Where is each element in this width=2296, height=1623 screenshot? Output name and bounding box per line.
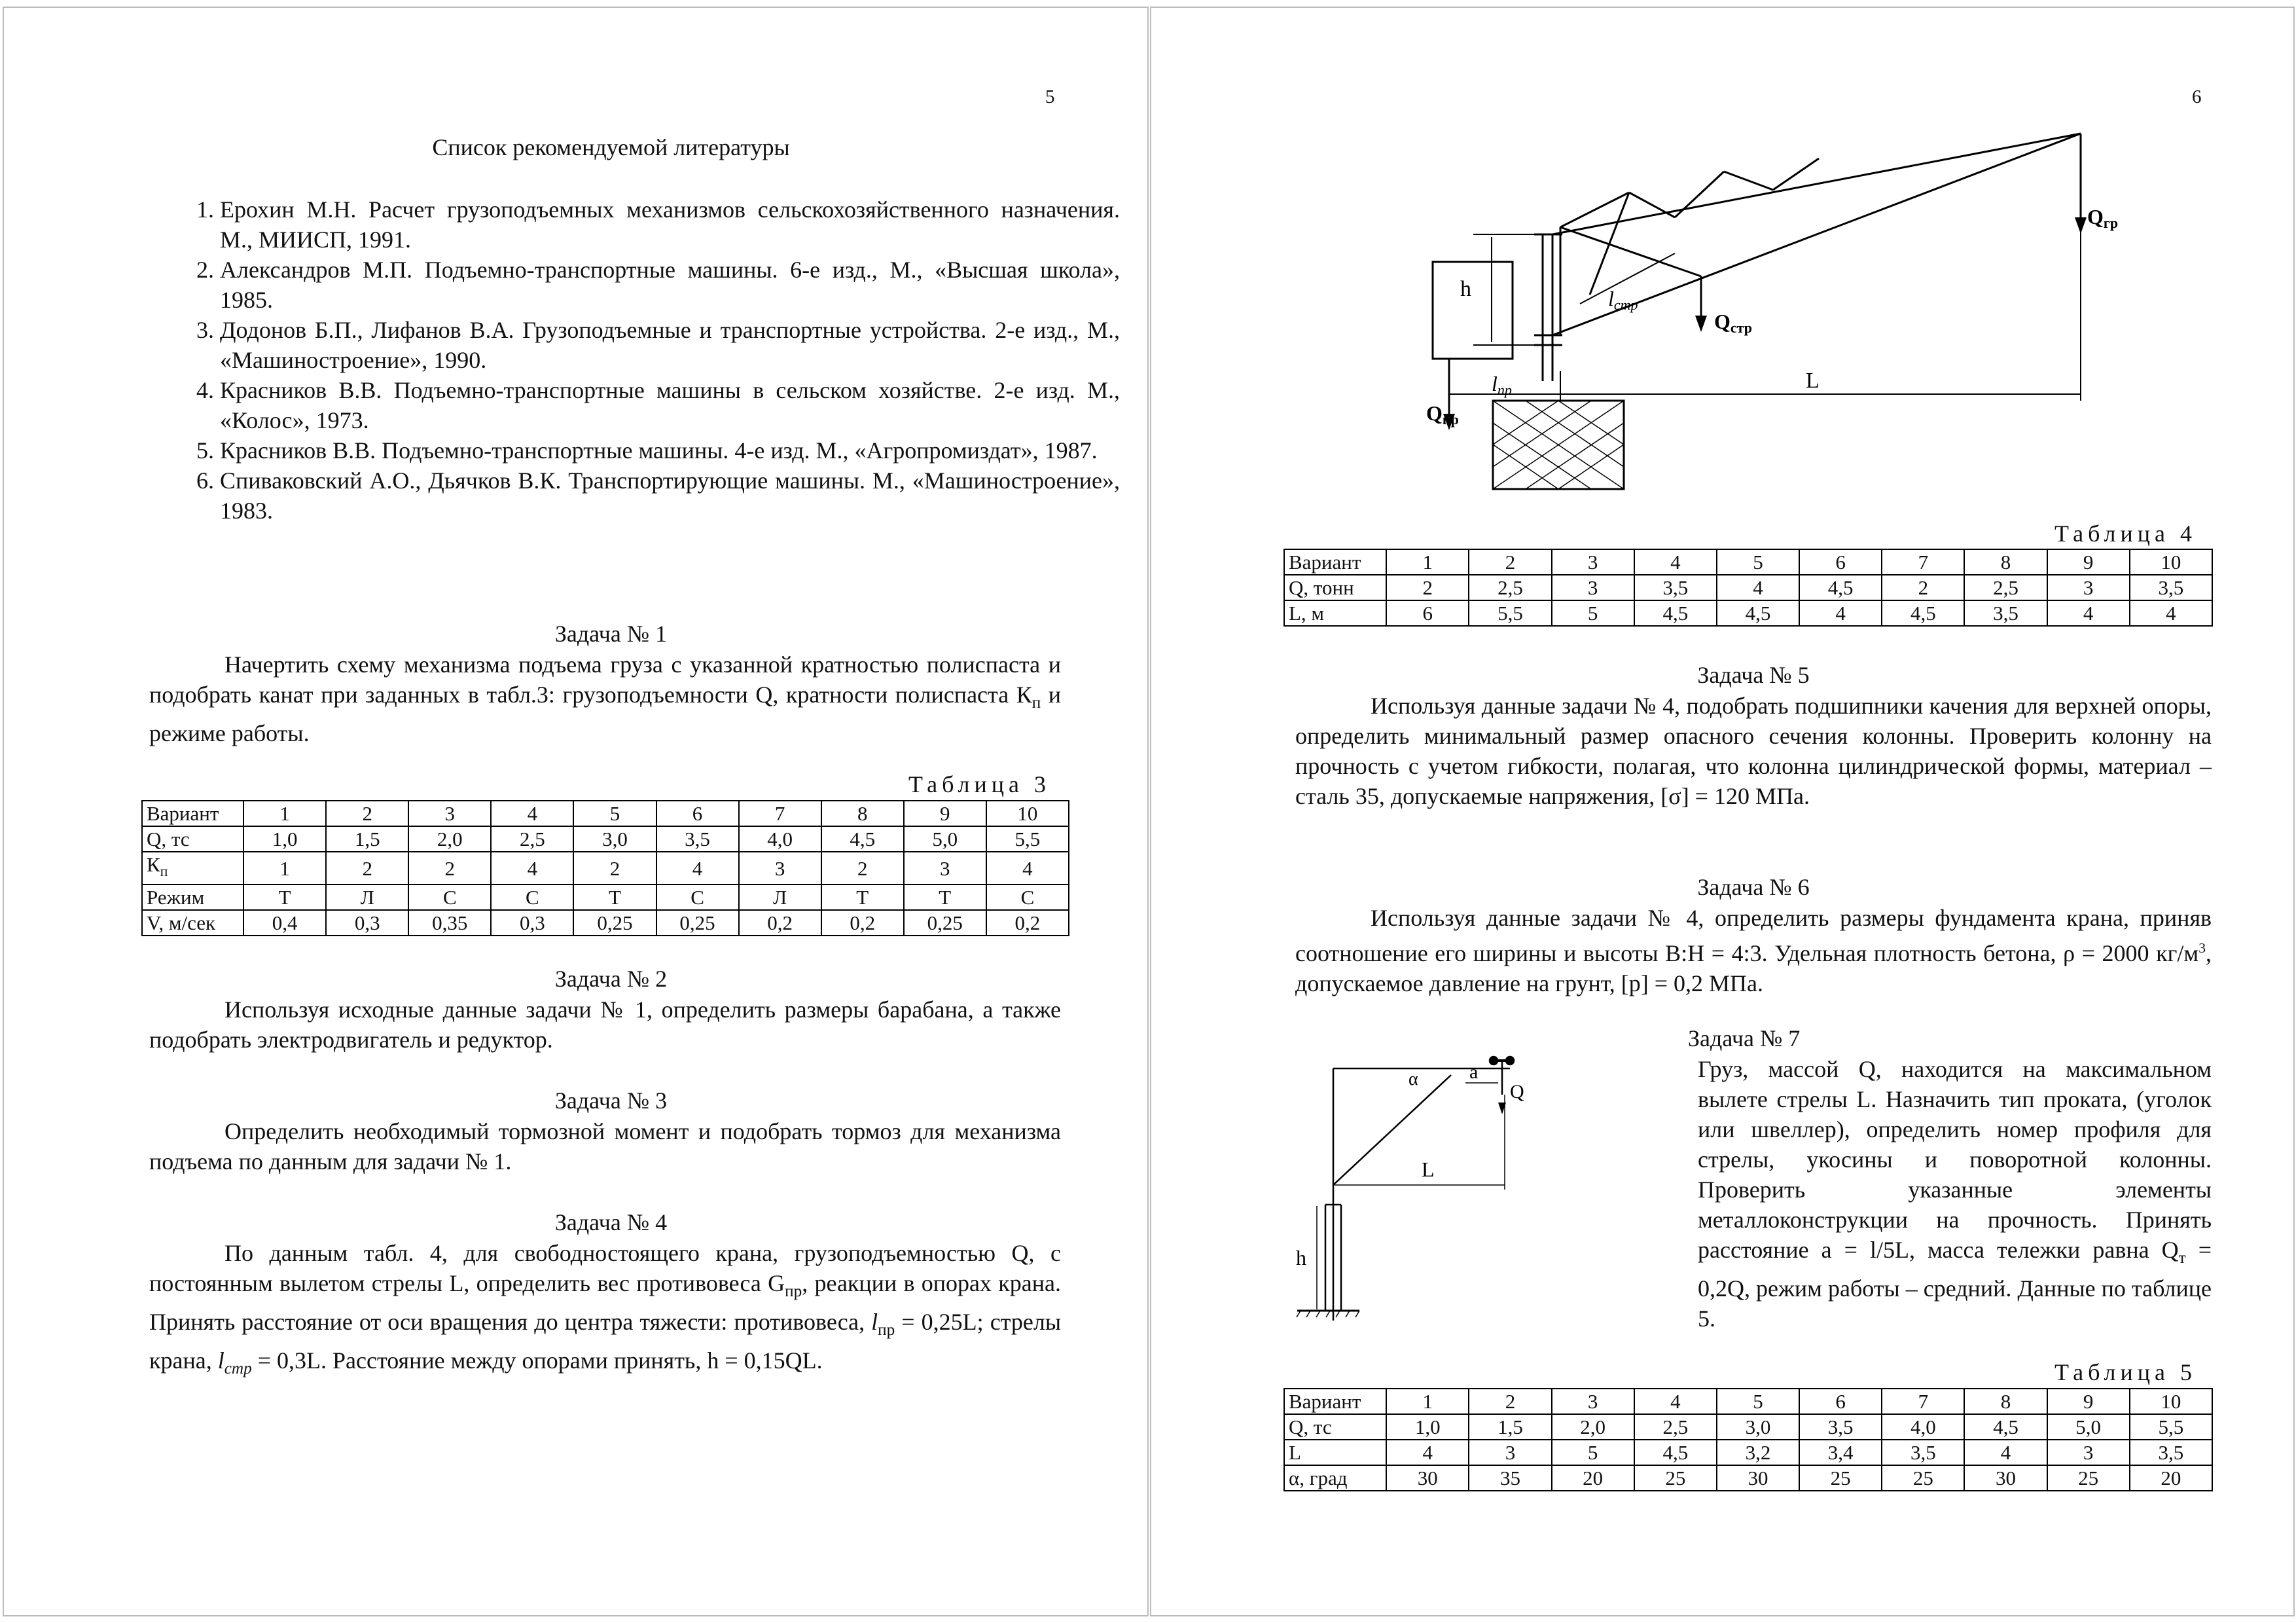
task7-text: Груз, массой Q, находится на максимальном вылете стрелы L. Назначить тип проката, (уголок или швеллер), определить номер профиля для стрелы, укосины и поворотной колонны. Проверить указанные элементы металлоконструкции на прочность. Принять расстояние а = l/5L, масса тележки равна $Q_т = 0,2Q$, режим работы – средний. Данные по таблице 5. [1698,1056,2212,1332]
table-cell: 5,5 [1469,600,1551,626]
task2-text: Используя исходные данные задачи № 1, определить размеры барабана, а также подобрать электродвигатель и редуктор. [149,996,1061,1053]
table-cell: 1,0 [243,826,326,852]
label-L: L [1806,369,1820,393]
table-cell: 0,2 [986,910,1069,936]
row-label: Режим [142,884,243,910]
row-label: Вариант [142,801,243,826]
table5-caption: Таблица 5 [2054,1359,2197,1385]
table-cell: 6 [1799,1389,1882,1414]
table3-caption: Таблица 3 [908,771,1050,797]
table-row [142,910,1069,936]
table-cell: 10 [986,801,1069,826]
table-row [1284,1414,2212,1440]
table-cell: 20 [1552,1465,1634,1491]
table-cell: 3,5 [1799,1414,1882,1440]
table-cell: 2,0 [408,826,491,852]
table-cell: 3,5 [656,826,739,852]
table-cell: 2,5 [491,826,573,852]
row-label: $К_п$ [142,852,243,884]
table-cell: 4 [1386,1440,1469,1465]
task6-text: Используя данные задачи № 4, определить размеры фундамента крана, приняв соотношение его ширины и высоты В:Н = 4:3. Удельная плотность бетона, ρ = 2000 $кг/м^3$, допускаемое давление на грунт, [р] = 0,2 МПа. [1295,905,2212,996]
table-cell: Л [326,884,408,910]
table-cell: 4,0 [739,826,821,852]
table-cell: 9 [2047,1389,2130,1414]
table-cell: 4 [2130,600,2212,626]
table-cell: С [491,884,573,910]
table-cell: 30 [1386,1465,1469,1491]
table-cell: 1 [1386,1389,1469,1414]
table4 [1283,549,2213,627]
table-cell: 2 [1386,575,1469,600]
table-cell: 4 [2047,600,2130,626]
task6-title: Задача № 6 [1697,874,1810,900]
table-cell: 5 [1552,1440,1634,1465]
table-row [142,801,1069,826]
row-label: Q, тс [1284,1414,1386,1440]
table-cell: 3,5 [2130,1440,2212,1465]
table-row [1284,575,2212,600]
row-label: Q, тс [142,826,243,852]
table-cell: 3 [1552,549,1634,575]
table-cell: С [986,884,1069,910]
table-cell: 10 [2130,549,2212,575]
jib-diagram [1294,1049,1569,1324]
table-row [1284,1465,2212,1491]
task1-title: Задача № 1 [554,621,668,647]
crane-diagram [1426,119,2225,499]
row-label: Вариант [1284,549,1386,575]
table-cell: 3 [1552,1389,1634,1414]
table-cell: 0,35 [408,910,491,936]
table-cell: 0,25 [573,910,656,936]
table-cell: 0,3 [491,910,573,936]
label-h: h [1296,1246,1306,1269]
label-qpr: Qпр [1426,401,1459,428]
table-cell: 4 [1634,1389,1717,1414]
table-cell: 4,5 [1882,600,1964,626]
table-cell: 2 [573,852,656,884]
table-cell: 5,5 [986,826,1069,852]
task3-text: Определить необходимый тормозной момент и подобрать тормоз для механизма подъема по данным для задачи № 1. [149,1118,1061,1175]
table-cell: 2,5 [1634,1414,1717,1440]
table-cell: Т [243,884,326,910]
table-row [142,884,1069,910]
table-cell: 2 [326,801,408,826]
literature-title: Список рекомендуемой литературы [432,134,790,160]
row-label: L [1284,1440,1386,1465]
table-cell: 3 [2047,1440,2130,1465]
table-cell: 0,25 [656,910,739,936]
table5 [1283,1388,2213,1491]
table-cell: 4,5 [1634,1440,1717,1465]
table4-caption: Таблица 4 [2054,520,2197,547]
counterweight-box [1433,262,1513,359]
row-label: V, м/сек [142,910,243,936]
table-cell: 2 [1882,575,1964,600]
table-cell: 3,5 [1634,575,1717,600]
label-a: a [1469,1061,1479,1083]
literature-item: 1. Ерохин М.Н. Расчет грузоподъемных механизмов сельскохозяйственного назначения. М., МИИСП, 1991. [220,194,1120,255]
table-cell: 3,4 [1799,1440,1882,1465]
table-cell: 20 [2130,1465,2212,1491]
table-cell: 30 [1964,1465,2047,1491]
label-qgr: Qгр [2087,205,2119,231]
row-label: Q, тонн [1284,575,1386,600]
table-cell: 0,3 [326,910,408,936]
table-cell: 4 [1799,600,1882,626]
table-cell: 30 [1717,1465,1799,1491]
table-cell: 0,4 [243,910,326,936]
table-cell: 4 [1634,549,1717,575]
table-cell: Л [739,884,821,910]
right-page [1150,7,2295,1616]
table-cell: 2 [408,852,491,884]
table-cell: 8 [1964,549,2047,575]
table-cell: 2 [326,852,408,884]
row-label: L, м [1284,600,1386,626]
table-cell: 9 [2047,549,2130,575]
table-cell: Т [821,884,904,910]
table-cell: 5 [1717,1389,1799,1414]
table-cell: 2 [1469,549,1551,575]
table-cell: 3 [408,801,491,826]
literature-item: 4. Красников В.В. Подъемно-транспортные машины в сельском хозяйстве. 2-е изд. М., «Колос», 1973. [220,375,1120,435]
table-cell: 4 [656,852,739,884]
table-cell: С [408,884,491,910]
table-row [142,826,1069,852]
literature-item: 3. Додонов Б.П., Лифанов В.А. Грузоподъемные и транспортные устройства. 2-е изд., М., «Машиностроение», 1990. [220,315,1120,375]
table-cell: 3 [2047,575,2130,600]
table-cell: 25 [2047,1465,2130,1491]
table-cell: 6 [656,801,739,826]
table-cell: 2 [821,852,904,884]
table-cell: 4 [491,801,573,826]
table-cell: 7 [1882,1389,1964,1414]
table-cell: 2,5 [1964,575,2047,600]
table-cell: 6 [1386,600,1469,626]
table-cell: 7 [739,801,821,826]
table-cell: 4,5 [1799,575,1882,600]
table-row [142,852,1069,884]
table-cell: 7 [1882,549,1964,575]
table-row [1284,549,2212,575]
table-cell: 25 [1882,1465,1964,1491]
table-cell: 4,0 [1882,1414,1964,1440]
table-cell: 4 [491,852,573,884]
task1-text: Начертить схему механизма подъема груза с указанной кратностью полиспаста и подобрать канат при заданных в табл.3: грузоподъемности Q, кратности полиспаста $К_п$ и режиме работы. [149,651,1061,747]
table-cell: 1 [243,852,326,884]
table-cell: 25 [1799,1465,1882,1491]
task5-title: Задача № 5 [1697,662,1810,688]
table-cell: 5,0 [2047,1414,2130,1440]
row-label: α, град [1284,1465,1386,1491]
table-cell: 8 [1964,1389,2047,1414]
table-cell: 3,5 [2130,575,2212,600]
table-cell: 2,0 [1552,1414,1634,1440]
table-cell: 3 [1552,575,1634,600]
task4-title: Задача № 4 [554,1209,668,1235]
table-cell: Т [573,884,656,910]
label-lstr: lстр [1608,287,1638,313]
table-cell: 2,5 [1469,575,1551,600]
literature-item: 5. Красников В.В. Подъемно-транспортные машины. 4-е изд. М., «Агропромиздат», 1987. [220,435,1120,465]
table-cell: 5 [573,801,656,826]
table-cell: 35 [1469,1465,1551,1491]
table-cell: 9 [904,801,986,826]
table-cell: 5,5 [2130,1414,2212,1440]
label-lpr: lпр [1492,372,1512,398]
task3-title: Задача № 3 [554,1087,668,1114]
table-cell: 5,0 [904,826,986,852]
task2-title: Задача № 2 [554,966,668,992]
table-cell: 3,5 [1882,1440,1964,1465]
table-cell: 3,0 [1717,1414,1799,1440]
table-cell: 5 [1552,600,1634,626]
label-qstr: Qстр [1714,310,1752,336]
page-number: 5 [1045,86,1055,107]
table-cell: С [656,884,739,910]
table-cell: Т [904,884,986,910]
left-page [3,7,1149,1616]
table-cell: 0,25 [904,910,986,936]
table-cell: 6 [1799,549,1882,575]
table-cell: 5 [1717,549,1799,575]
table-cell: 3,0 [573,826,656,852]
task5-text: Используя данные задачи № 4, подобрать подшипники качения для верхней опоры, определить минимальный размер опасного сечения колонны. Проверить колонну на прочность с учетом гибкости, полагая, что колонна цилиндрической формы, материал – сталь 35, допускаемые напряжения, [σ] = 120 МПа. [1295,693,2212,809]
table-cell: 2 [1469,1389,1551,1414]
table-cell: 3 [1469,1440,1551,1465]
table-cell: 0,2 [821,910,904,936]
table-cell: 4 [1964,1440,2047,1465]
table-cell: 1,5 [1469,1414,1551,1440]
table-cell: 1 [243,801,326,826]
literature-item: 2. Александров М.П. Подъемно-транспортные машины. 6-е изд., М., «Высшая школа», 1985. [220,255,1120,315]
table-cell: 4,5 [1717,600,1799,626]
task7-title: Задача № 7 [1688,1025,1801,1051]
table3 [141,800,1069,936]
table-cell: 3 [904,852,986,884]
table-cell: 3,2 [1717,1440,1799,1465]
table-row [1284,1389,2212,1414]
label-alpha: α [1408,1069,1418,1089]
label-h: h [1460,277,1471,301]
table-cell: 4 [1717,575,1799,600]
label-L: L [1422,1158,1435,1181]
table-cell: 25 [1634,1465,1717,1491]
literature-list [161,194,1120,526]
label-Q: Q [1510,1081,1524,1103]
table-row [1284,600,2212,626]
table-cell: 4,5 [821,826,904,852]
table-cell: 10 [2130,1389,2212,1414]
table-cell: 4 [986,852,1069,884]
table-cell: 3 [739,852,821,884]
table-cell: 8 [821,801,904,826]
row-label: Вариант [1284,1389,1386,1414]
table-cell: 4,5 [1634,600,1717,626]
page-number: 6 [2192,86,2202,107]
table-cell: 1 [1386,549,1469,575]
table-cell: 0,2 [739,910,821,936]
task4-text: По данным табл. 4, для свободностоящего крана, грузоподъемностью Q, с постоянным вылетом стрелы L, определить вес противовеса $G_{пр}$, реакции в опорах крана. Принять расстояние от оси вращения до центра тяжести: противовеса, $l_{пр} = 0,25L$; стрелы крана, $l_{стр} = 0,3L$. Расстояние между опорами принять, h = 0,15QL. [149,1240,1062,1378]
table-cell: 1,0 [1386,1414,1469,1440]
table-cell: 3,5 [1964,600,2047,626]
literature-item: 6. Спиваковский А.О., Дьячков В.К. Транспортирующие машины. М., «Машиностроение», 1983. [220,465,1120,526]
table-row [1284,1440,2212,1465]
table-cell: 1,5 [326,826,408,852]
table-cell: 4,5 [1964,1414,2047,1440]
